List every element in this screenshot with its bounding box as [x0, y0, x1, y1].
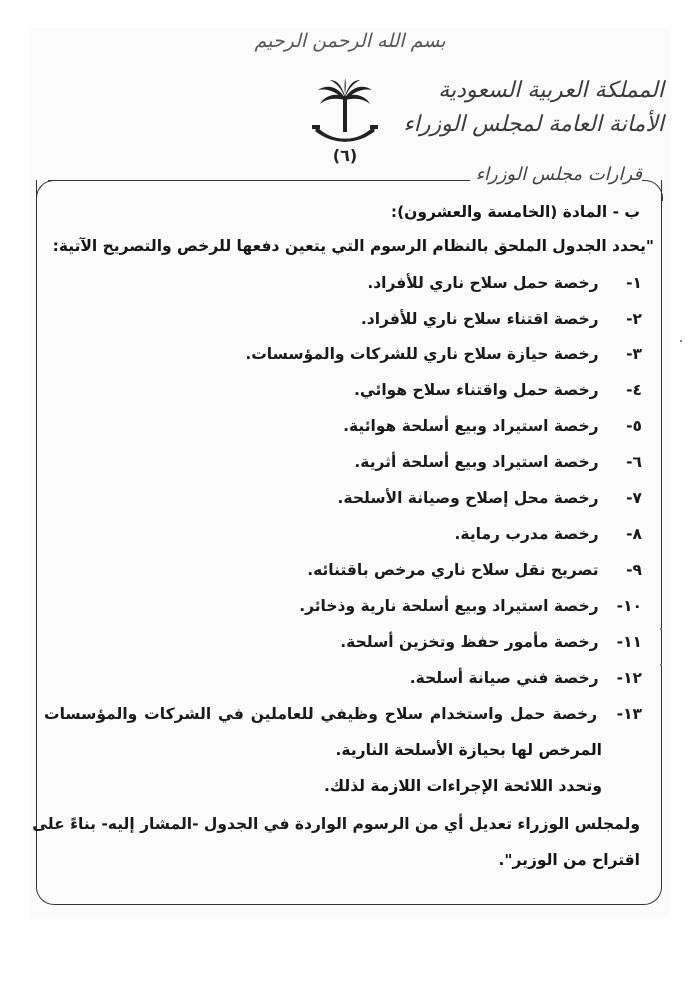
list-item: [410, 669, 642, 687]
item-text: رخصة مأمور حفظ وتخزين أسلحة.: [340, 633, 599, 651]
item-number: ٥-: [626, 417, 642, 435]
list-item: [44, 705, 642, 723]
list-item: [307, 561, 642, 579]
closing-paragraph-line1: ولمجلس الوزراء تعديل أي من الرسوم الواردة في الجدول -المشار إليه- بناءً على: [32, 815, 640, 833]
scan-artifact: [660, 628, 662, 630]
page-number: (٦): [332, 146, 358, 165]
item-text: رخصة استيراد وبيع أسلحة أثرية.: [354, 453, 599, 471]
item-number: ٨-: [626, 525, 642, 543]
list-item: [354, 453, 642, 471]
list-item: [367, 274, 642, 292]
item-text: تصريح نقل سلاح ناري مرخص باقتنائه.: [307, 561, 599, 579]
kingdom-name: المملكة العربية السعودية: [438, 78, 664, 103]
regulations-text: وتحدد اللائحة الإجراءات اللازمة لذلك.: [324, 777, 602, 795]
item-number: ٣-: [626, 345, 642, 363]
item-number: ١-: [626, 274, 642, 292]
item-number: ١١-: [616, 633, 642, 651]
item-continuation: المرخص لها بحيازة الأسلحة النارية.: [335, 741, 602, 759]
list-item: [245, 345, 642, 363]
item-text: رخصة حمل سلاح ناري للأفراد.: [367, 274, 599, 292]
item-text: رخصة استيراد وبيع أسلحة هوائية.: [343, 417, 599, 435]
item-number: ١٢-: [616, 669, 642, 687]
item-number: ٦-: [626, 453, 642, 471]
basmala: بسم الله الرحمن الرحيم: [254, 30, 446, 52]
list-item: [340, 633, 642, 651]
decision-title: قرارات مجلس الوزراء: [470, 164, 648, 185]
item-text: رخصة حيازة سلاح ناري للشركات والمؤسسات.: [245, 345, 599, 363]
list-item: [361, 310, 642, 328]
list-item: [354, 381, 642, 399]
item-number: ٩-: [626, 561, 642, 579]
list-item: [338, 489, 642, 507]
item-text: رخصة فني صيانة أسلحة.: [409, 669, 599, 687]
article-heading: ب - المادة (الخامسة والعشرون):: [390, 203, 640, 221]
item-number: ٢-: [626, 310, 642, 328]
closing-paragraph-line2: اقتراح من الوزير".: [498, 851, 640, 869]
item-text: رخصة حمل واستخدام سلاح وظيفي للعاملين في الشركات والمؤسسات: [44, 705, 598, 723]
item-number: ٤-: [626, 381, 642, 399]
item-number: ١٠-: [616, 597, 642, 615]
item-text: رخصة استيراد وبيع أسلحة نارية وذخائر.: [299, 597, 599, 615]
list-item: [343, 417, 642, 435]
item-text: رخصة مدرب رماية.: [454, 525, 599, 543]
scan-artifact: [660, 664, 662, 666]
scan-artifact: [680, 340, 682, 342]
item-text: رخصة محل إصلاح وصيانة الأسلحة.: [337, 489, 599, 507]
letterhead: [403, 74, 664, 142]
item-text: رخصة اقتناء سلاح ناري للأفراد.: [360, 310, 599, 328]
saudi-emblem-icon: [308, 78, 382, 148]
secretariat-name: الأمانة العامة لمجلس الوزراء: [403, 112, 664, 137]
intro-text: "يحدد الجدول الملحق بالنظام الرسوم التي يتعين دفعها للرخص والتصريح الآتية:: [52, 237, 654, 255]
list-item: [299, 597, 642, 615]
list-item: [455, 525, 642, 543]
item-text: رخصة حمل واقتناء سلاح هوائي.: [353, 381, 599, 399]
item-number: ٧-: [626, 489, 642, 507]
item-number: ١٣-: [616, 705, 642, 723]
